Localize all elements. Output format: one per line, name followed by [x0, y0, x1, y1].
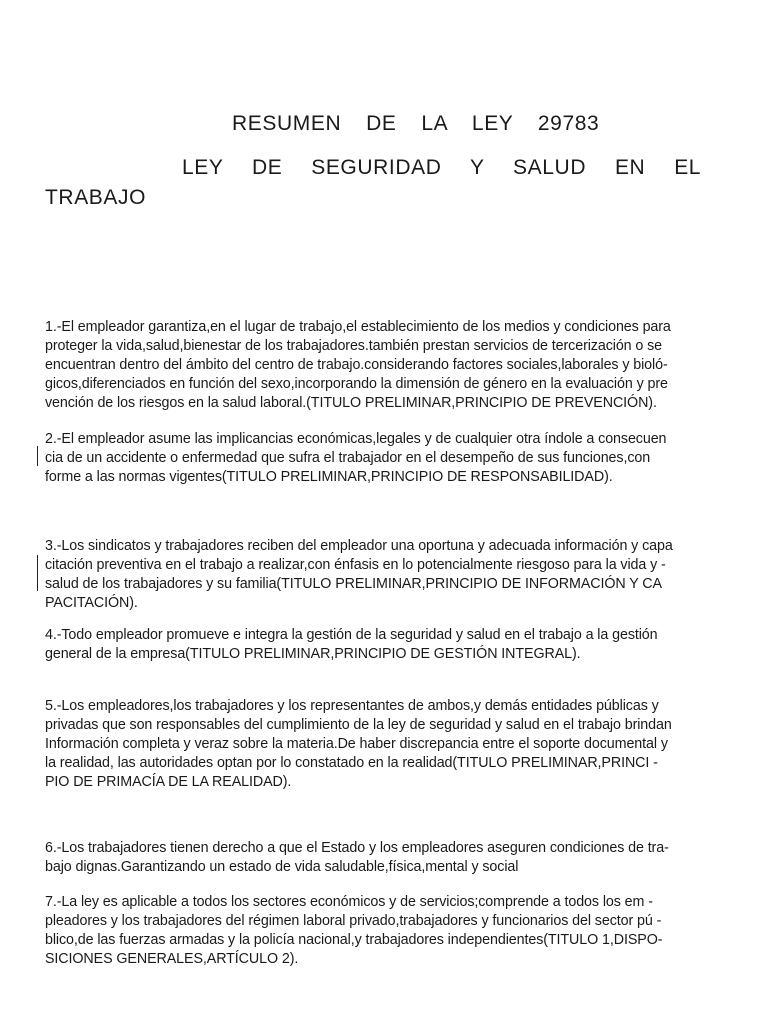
paragraph-line: general de la empresa(TITULO PRELIMINAR,PRINCIPIO DE GESTIÓN INTEGRAL).: [45, 646, 581, 662]
paragraph-line: proteger la vida,salud,bienestar de los trabajadores.también prestan servicios de tercerización o se: [45, 338, 663, 354]
paragraph-line: forme a las normas vigentes(TITULO PRELIMINAR,PRINCIPIO DE RESPONSABILIDAD).: [45, 469, 613, 485]
paragraph-2: [45, 430, 725, 487]
document-subtitle-continuation: TRABAJO: [45, 186, 147, 209]
paragraph-line: salud de los trabajadores y su familia(TITULO PRELIMINAR,PRINCIPIO DE INFORMACIÓN Y CA: [45, 576, 662, 592]
paragraph-line: PACITACIÓN).: [45, 595, 138, 611]
paragraph-line: 2.-El empleador asume las implicancias económicas,legales y de cualquier otra índole a consecuen: [45, 431, 667, 447]
paragraph-1: [45, 318, 725, 413]
paragraph-line: 7.-La ley es aplicable a todos los sectores económicos y de servicios;comprende a todos los em -: [45, 894, 653, 910]
paragraph-line: la realidad, las autoridades optan por lo constatado en la realidad(TITULO PRELIMINAR,PRINCI -: [45, 755, 658, 771]
paragraph-line: 4.-Todo empleador promueve e integra la gestión de la seguridad y salud en el trabajo a la gestión: [45, 627, 658, 643]
paragraph-line: encuentran dentro del ámbito del centro de trabajo.considerando factores sociales,laborales y bioló-: [45, 357, 668, 373]
paragraph-6: [45, 839, 725, 877]
paragraph-line: PIO DE PRIMACÍA DE LA REALIDAD).: [45, 774, 292, 790]
paragraph-5: [45, 697, 725, 792]
paragraph-line: SICIONES GENERALES,ARTÍCULO 2).: [45, 951, 299, 967]
paragraph-line: citación preventiva en el trabajo a realizar,con énfasis en lo potencialmente riesgoso para la vida y -: [45, 557, 666, 573]
paragraph-4: [45, 626, 725, 664]
paragraph-line: 1.-El empleador garantiza,en el lugar de trabajo,el establecimiento de los medios y condiciones para: [45, 319, 671, 335]
change-bar: [37, 446, 38, 466]
paragraph-line: vención de los riesgos en la salud laboral.(TITULO PRELIMINAR,PRINCIPIO DE PREVENCIÓN).: [45, 395, 657, 411]
paragraph-line: cia de un accidente o enfermedad que sufra el trabajador en el desempeño de sus funciones,con: [45, 450, 651, 466]
paragraph-line: bajo dignas.Garantizando un estado de vida saludable,física,mental y social: [45, 859, 519, 875]
change-bar: [37, 555, 38, 591]
document-subtitle: LEY DE SEGURIDAD Y SALUD EN EL: [182, 156, 702, 179]
paragraph-line: Información completa y veraz sobre la materia.De haber discrepancia entre el soporte documental y: [45, 736, 668, 752]
paragraph-line: 5.-Los empleadores,los trabajadores y los representantes de ambos,y demás entidades públicas y: [45, 698, 659, 714]
paragraph-7: [45, 893, 725, 969]
paragraph-line: 3.-Los sindicatos y trabajadores reciben del empleador una oportuna y adecuada información y capa: [45, 538, 673, 554]
paragraph-line: blico,de las fuerzas armadas y la policía nacional,y trabajadores independientes(TITULO 1,DISPO-: [45, 932, 663, 948]
paragraph-line: 6.-Los trabajadores tienen derecho a que el Estado y los empleadores aseguren condiciones de tra-: [45, 840, 669, 856]
document-title: RESUMEN DE LA LEY 29783: [232, 112, 600, 135]
paragraph-line: pleadores y los trabajadores del régimen laboral privado,trabajadores y funcionarios del sector pú -: [45, 913, 662, 929]
paragraph-3: [45, 537, 725, 613]
paragraph-line: privadas que son responsables del cumplimiento de la ley de seguridad y salud en el trabajo brindan: [45, 717, 672, 733]
paragraph-line: gicos,diferenciados en función del sexo,incorporando la dimensión de género en la evaluación y pre: [45, 376, 668, 392]
